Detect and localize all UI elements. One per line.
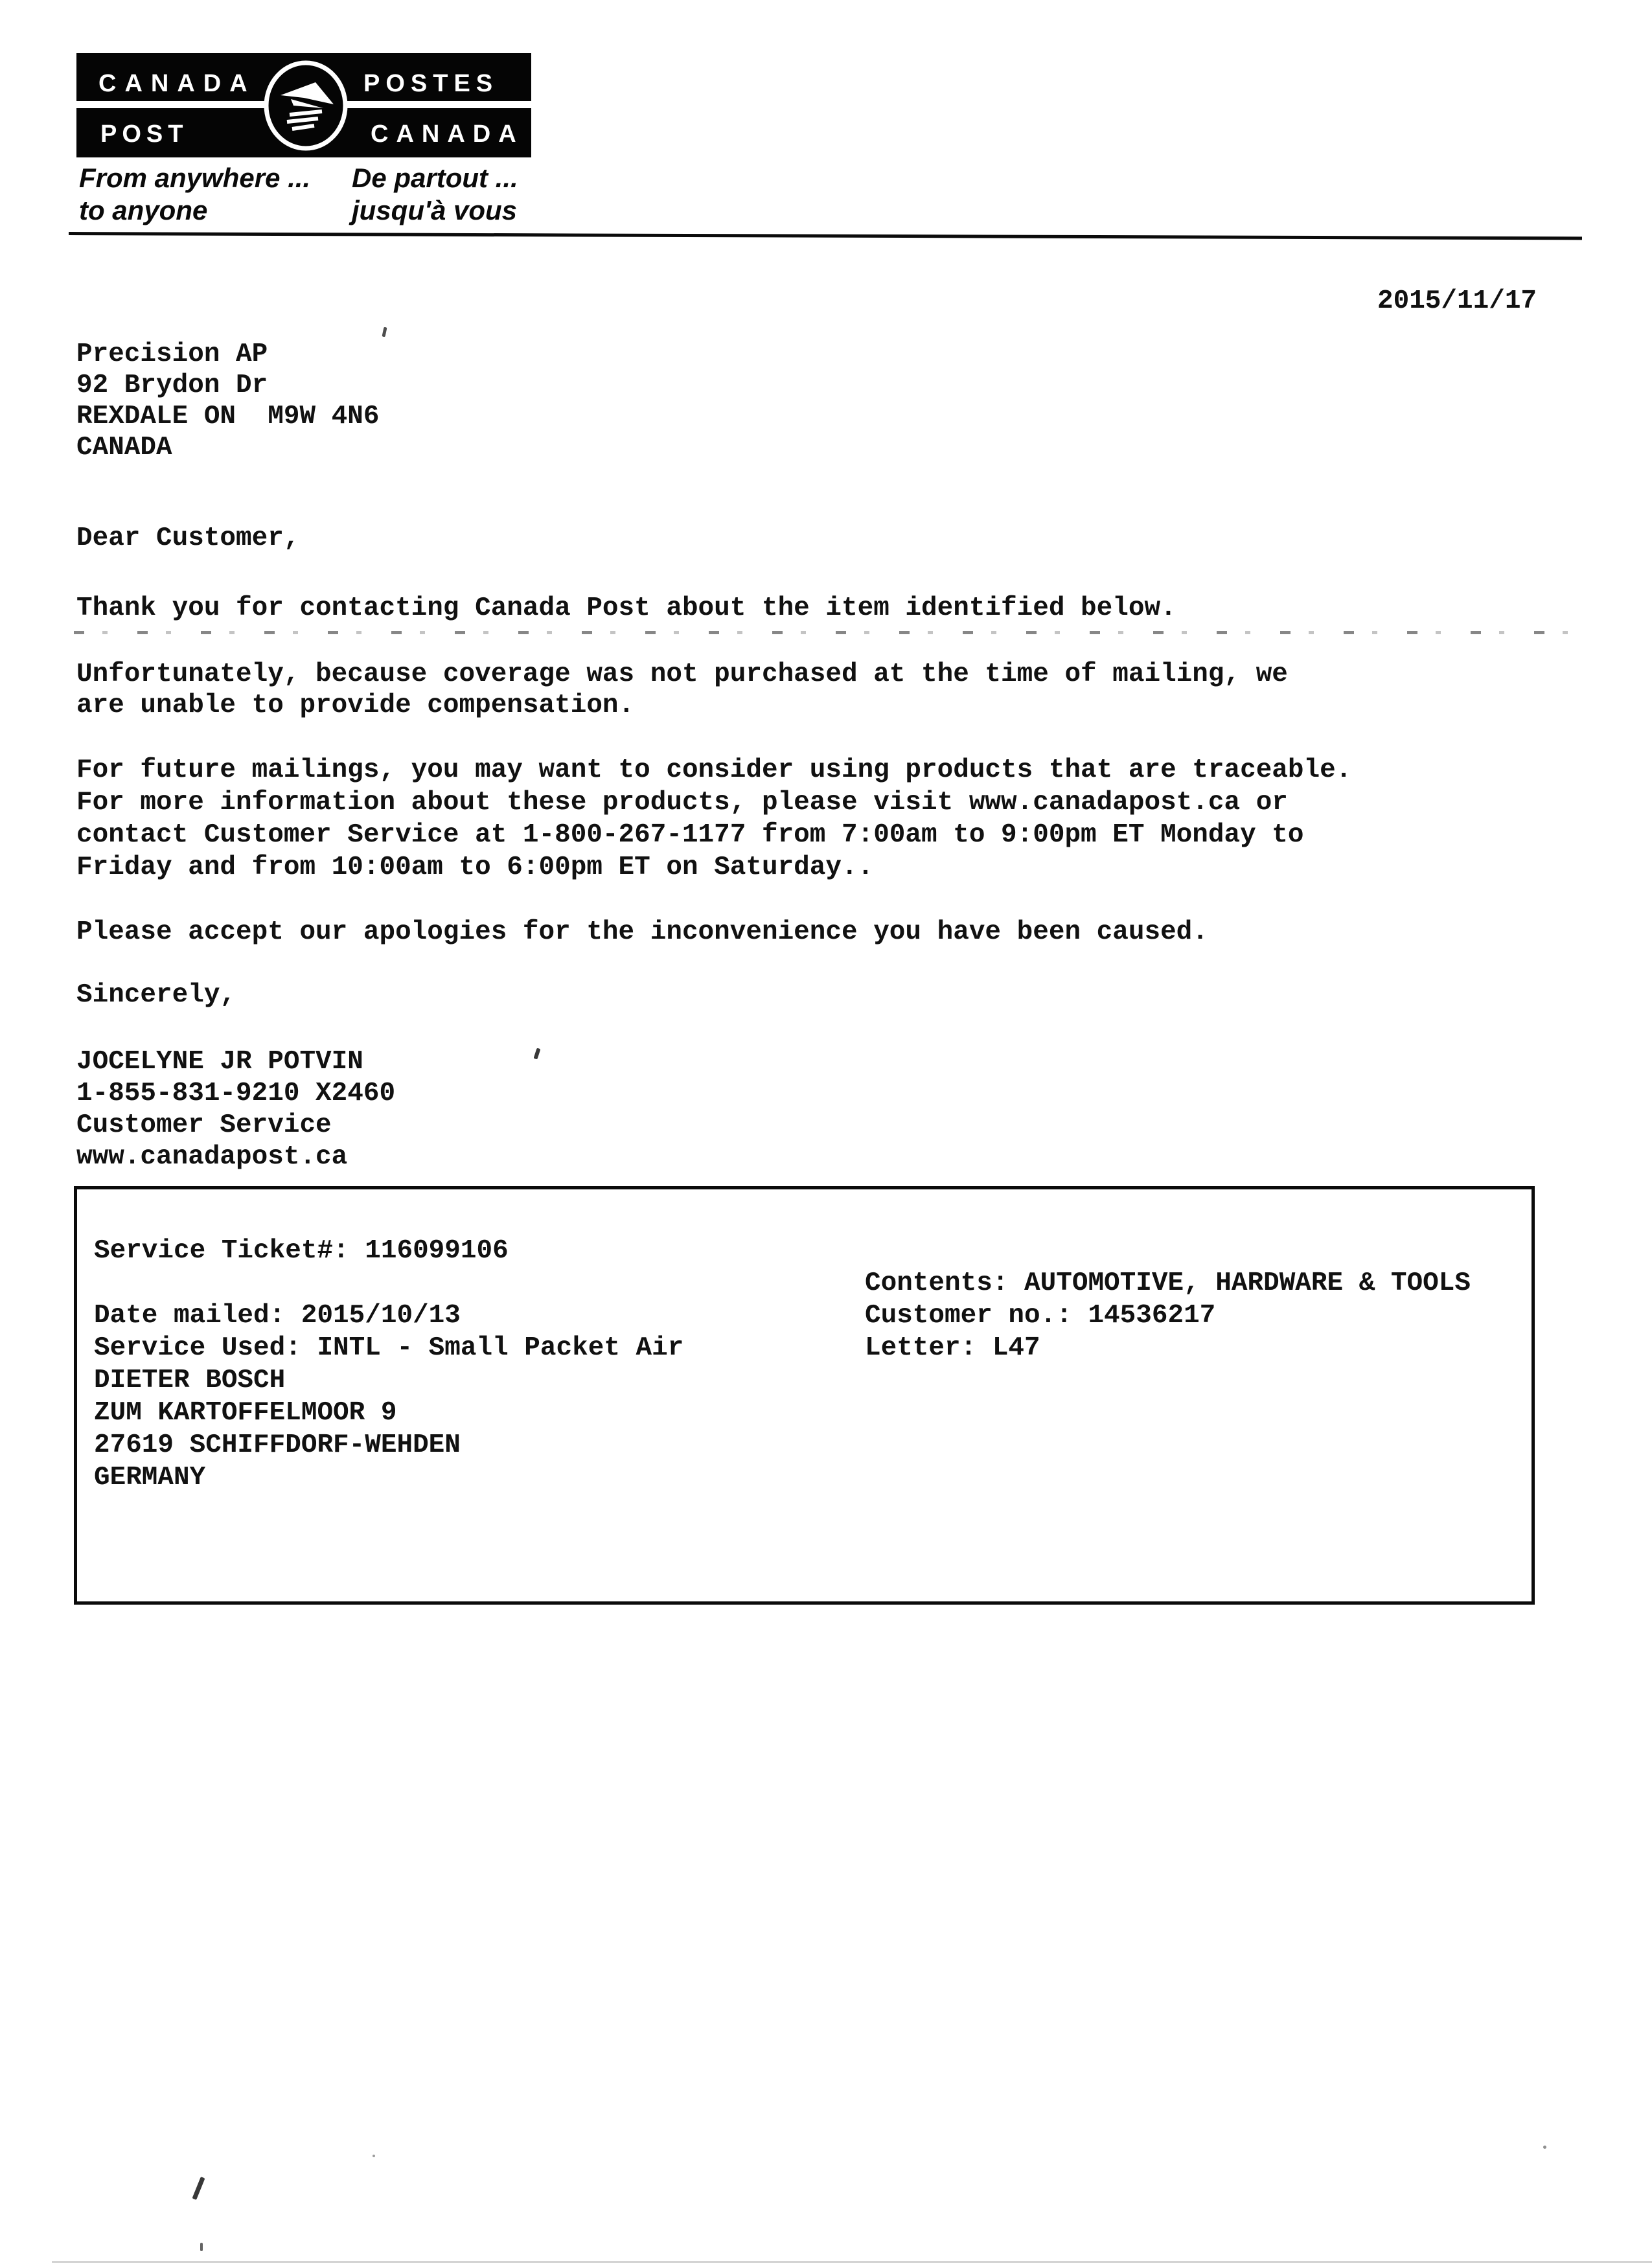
destination-line-1: DIETER BOSCH <box>94 1366 286 1395</box>
letterhead-rule <box>69 232 1582 240</box>
paragraph-1-line-1: Thank you for contacting Canada Post about the item identified below. <box>76 593 1176 623</box>
destination-line-4: GERMANY <box>94 1463 206 1493</box>
contents-field: Contents: AUTOMOTIVE, HARDWARE & TOOLS <box>865 1268 1471 1298</box>
paragraph-4-line-1: Please accept our apologies for the inconvenience you have been caused. <box>76 917 1208 947</box>
salutation: Dear Customer, <box>76 523 300 553</box>
banner-word-canada-bottom: CANADA <box>371 120 524 148</box>
banner-word-post: POST <box>100 120 189 148</box>
signature-name: JOCELYNE JR POTVIN <box>76 1047 363 1077</box>
scan-speck <box>1543 2146 1546 2149</box>
recipient-line-1: Precision AP <box>76 339 268 369</box>
tagline-en-line1: From anywhere ... <box>79 163 311 193</box>
recipient-line-3: REXDALE ON M9W 4N6 <box>76 402 380 431</box>
closing: Sincerely, <box>76 980 236 1010</box>
tagline-en-line2: to anyone <box>79 195 208 225</box>
scan-edge-line <box>52 2261 1652 2263</box>
scan-speck <box>373 2155 375 2157</box>
recipient-line-2: 92 Brydon Dr <box>76 371 268 400</box>
signature-dept: Customer Service <box>76 1110 332 1140</box>
canada-post-logo <box>76 53 531 157</box>
scan-smudge-artifact <box>74 631 1583 634</box>
recipient-line-4: CANADA <box>76 433 172 463</box>
paragraph-3-line-1: For future mailings, you may want to consider using products that are traceable. <box>76 755 1352 785</box>
date-mailed-field: Date mailed: 2015/10/13 <box>94 1301 461 1331</box>
paragraph-2-line-2: are unable to provide compensation. <box>76 691 635 720</box>
service-ticket-number: Service Ticket#: 116099106 <box>94 1236 509 1266</box>
scan-speck <box>534 1048 541 1059</box>
tagline-fr-line1: De partout ... <box>352 163 518 193</box>
letter-date: 2015/11/17 <box>1377 286 1537 316</box>
tagline-fr-line2: jusqu'à vous <box>352 195 518 225</box>
canada-post-wing-icon <box>257 49 354 162</box>
banner-word-canada-top: CANADA <box>98 70 256 97</box>
letter-ref-field: Letter: L47 <box>865 1333 1040 1363</box>
scan-speck <box>192 2177 205 2200</box>
paragraph-2-line-1: Unfortunately, because coverage was not purchased at the time of mailing, we <box>76 659 1288 689</box>
scan-speck <box>200 2243 203 2251</box>
paragraph-3-line-4: Friday and from 10:00am to 6:00pm ET on Saturday.. <box>76 853 874 882</box>
destination-line-3: 27619 SCHIFFDORF-WEHDEN <box>94 1430 461 1460</box>
paragraph-3-line-2: For more information about these products, please visit www.canadapost.ca or <box>76 788 1288 818</box>
service-used-field: Service Used: INTL - Small Packet Air <box>94 1333 684 1363</box>
customer-no-field: Customer no.: 14536217 <box>865 1301 1216 1331</box>
paragraph-3-line-3: contact Customer Service at 1-800-267-1177 from 7:00am to 9:00pm ET Monday to <box>76 820 1304 850</box>
signature-phone: 1-855-831-9210 X2460 <box>76 1079 396 1108</box>
destination-line-2: ZUM KARTOFFELMOOR 9 <box>94 1398 397 1428</box>
scan-speck <box>382 327 387 338</box>
banner-word-postes: POSTES <box>363 70 499 97</box>
signature-website: www.canadapost.ca <box>76 1142 348 1172</box>
